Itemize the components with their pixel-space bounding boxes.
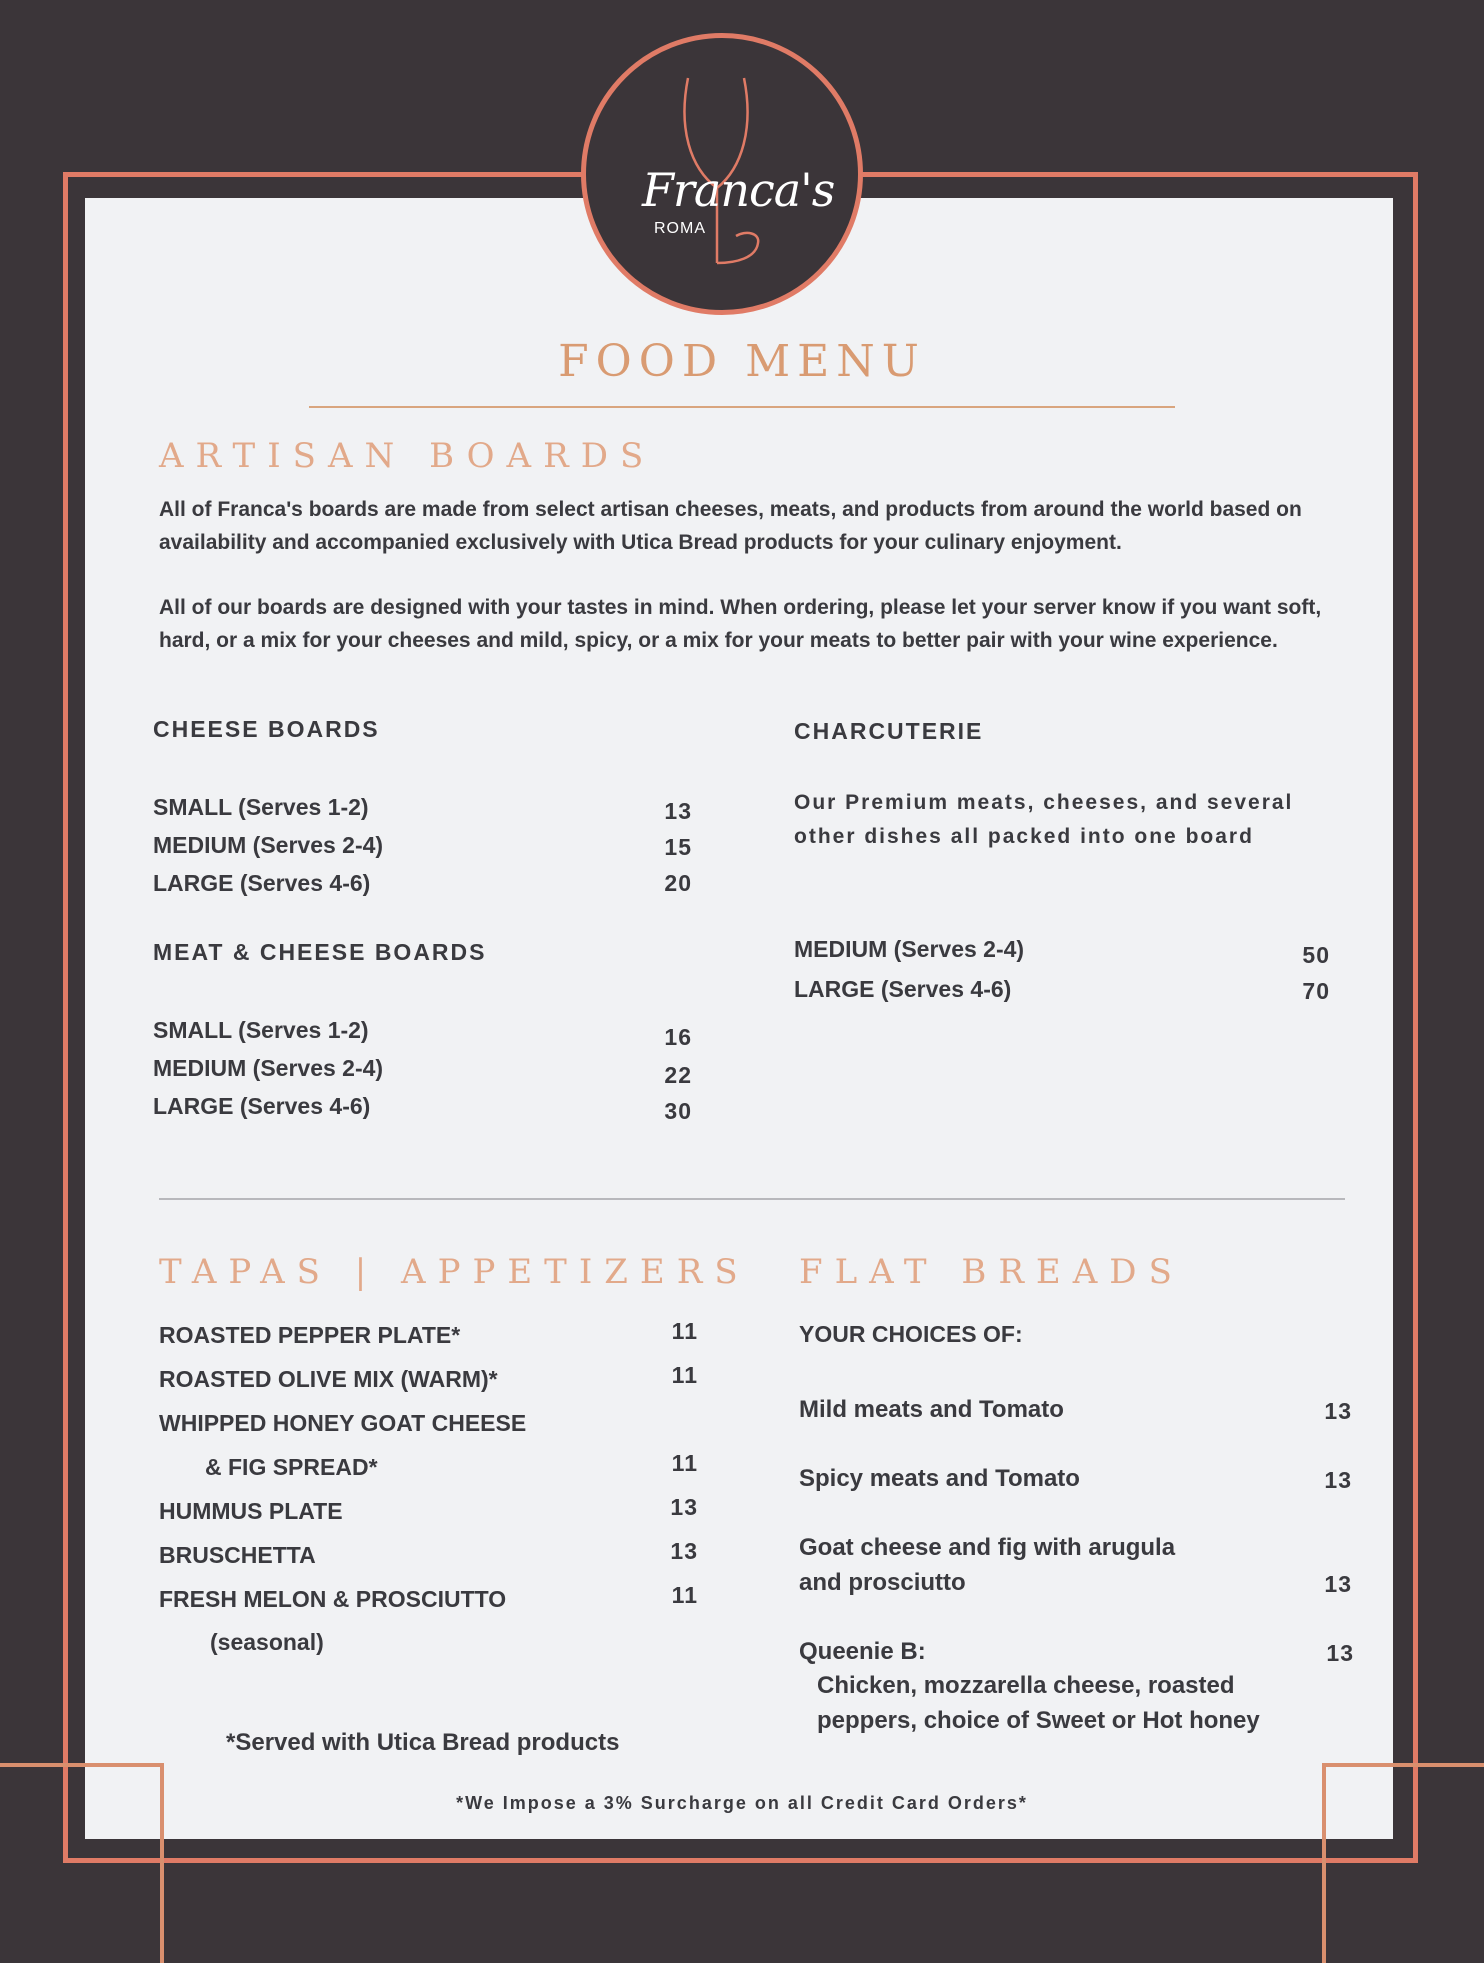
list-item: WHIPPED HONEY GOAT CHEESE — [159, 1410, 527, 1436]
list-item: ROASTED OLIVE MIX (WARM)* — [159, 1366, 498, 1392]
charcuterie-title: CHARCUTERIE — [794, 718, 984, 744]
list-item: MEDIUM (Serves 2-4) — [153, 832, 384, 858]
item-price: 50 — [1302, 942, 1330, 968]
item-price: 13 — [670, 1538, 698, 1564]
flatbreads-intro: YOUR CHOICES OF: — [799, 1321, 1023, 1347]
page-title: FOOD MENU — [558, 336, 926, 387]
cheese-boards-title: CHEESE BOARDS — [153, 716, 380, 742]
item-price: 13 — [1324, 1398, 1352, 1424]
list-item: Mild meats and Tomato — [799, 1396, 1064, 1423]
item-price: 30 — [664, 1098, 692, 1124]
item-price: 70 — [1302, 978, 1330, 1004]
list-item-continued: (seasonal) — [210, 1629, 324, 1655]
item-price: 13 — [1324, 1467, 1352, 1493]
section-title-artisan-boards: ARTISAN BOARDS — [159, 436, 656, 476]
list-item: MEDIUM (Serves 2-4) — [794, 936, 1025, 962]
section-title-flat-breads: FLAT BREADS — [799, 1252, 1184, 1292]
item-price: 13 — [664, 798, 692, 824]
item-price: 20 — [664, 870, 692, 896]
list-item-continued: & FIG SPREAD* — [205, 1454, 378, 1480]
list-item: Spicy meats and Tomato — [799, 1465, 1080, 1492]
title-divider — [309, 406, 1175, 408]
list-item: ROASTED PEPPER PLATE* — [159, 1322, 461, 1348]
item-price: 15 — [664, 834, 692, 860]
meat-cheese-boards-title: MEAT & CHEESE BOARDS — [153, 939, 487, 965]
list-item: SMALL (Serves 1-2) — [153, 1017, 369, 1043]
brand-logo — [581, 33, 863, 315]
brand-city: ROMA — [654, 220, 706, 237]
item-price: 11 — [671, 1450, 698, 1476]
list-item: BRUSCHETTA — [159, 1542, 316, 1568]
list-item: FRESH MELON & PROSCIUTTO — [159, 1586, 507, 1612]
list-item: SMALL (Serves 1-2) — [153, 794, 369, 820]
list-item: MEDIUM (Serves 2-4) — [153, 1055, 384, 1081]
item-price: 13 — [1326, 1640, 1354, 1666]
list-item: Queenie B: — [799, 1638, 926, 1665]
artisan-paragraph-2: All of our boards are designed with your tastes in mind. When ordering, please let your server know if you want soft, hard, or a mix for your cheeses and mild, spicy, or a mix for your meats to better pair with your wine experience. — [159, 596, 1322, 652]
item-price: 13 — [1324, 1571, 1352, 1597]
list-item: Goat cheese and fig with arugula — [799, 1534, 1176, 1561]
item-price: 16 — [664, 1024, 692, 1050]
item-price: 11 — [671, 1362, 698, 1388]
tapas-footnote: *Served with Utica Bread products — [226, 1729, 620, 1756]
section-divider — [159, 1198, 1345, 1200]
item-price: 22 — [664, 1062, 692, 1088]
list-item: LARGE (Serves 4-6) — [794, 976, 1012, 1002]
list-item: LARGE (Serves 4-6) — [153, 1093, 371, 1119]
charcuterie-description: Our Premium meats, cheeses, and several other dishes all packed into one board — [794, 791, 1294, 848]
item-price: 11 — [671, 1582, 698, 1608]
queenie-b-description: Chicken, mozzarella cheese, roasted peppers, choice of Sweet or Hot honey — [817, 1672, 1260, 1734]
item-price: 13 — [670, 1494, 698, 1520]
brand-name: Franca's — [642, 163, 835, 217]
list-item-continued: and prosciutto — [799, 1569, 966, 1596]
section-title-tapas: TAPAS | APPETIZERS — [159, 1252, 750, 1292]
list-item: HUMMUS PLATE — [159, 1498, 343, 1524]
item-price: 11 — [671, 1318, 698, 1344]
list-item: LARGE (Serves 4-6) — [153, 870, 371, 896]
artisan-paragraph-1: All of Franca's boards are made from select artisan cheeses, meats, and products from around the world based on availability and accompanied exclusively with Utica Bread products for your culinary enjoyment. — [159, 498, 1302, 554]
surcharge-notice: *We Impose a 3% Surcharge on all Credit Card Orders* — [456, 1793, 1028, 1813]
